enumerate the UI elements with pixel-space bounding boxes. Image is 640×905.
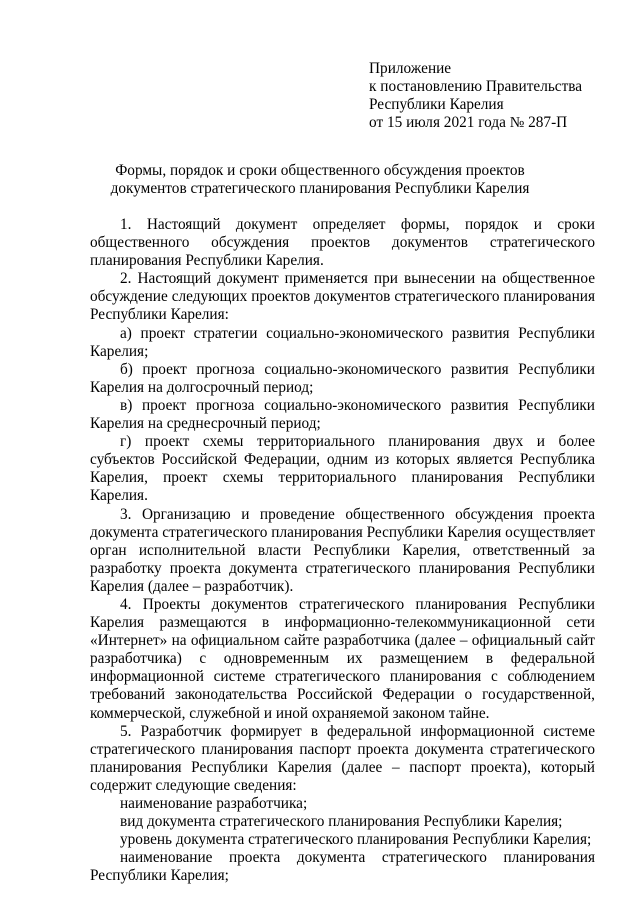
appendix-line: от 15 июля 2021 года № 287-П — [369, 114, 568, 131]
appendix-line: Республики Карелия — [369, 96, 504, 113]
appendix-line: Приложение — [369, 60, 452, 77]
paragraph: а) проект стратегии социально-экономического развития Республики Карелия; — [90, 324, 595, 360]
paragraph: б) проект прогноза социально-экономического развития Республики Карелия на долгосрочный период; — [90, 360, 595, 396]
paragraph: наименование проекта документа стратегического планирования Республики Карелия; — [90, 849, 595, 885]
paragraph: г) проект схемы территориального планирования двух и более субъектов Российской Федерации, одним из которых является Республика Карелия, проект схемы территориального планирования Республики Карелия. — [90, 433, 595, 505]
title-line: документов стратегического планирования Республики Карелия — [110, 180, 530, 197]
document-body — [90, 216, 595, 885]
paragraph: в) проект прогноза социально-экономического развития Республики Карелия на среднесрочный период; — [90, 396, 595, 433]
paragraph: вид документа стратегического планирования Республики Карелия; — [120, 813, 563, 831]
paragraph: 4. Проекты документов стратегического планирования Республики Карелия размещаются в информационно-телекоммуникационной сети «Интернет» на официальном сайте разработчика (далее – официальный сайт разработчика) с одновременным их размещением в федеральной информационной системе стратегического планирования с соблюдением требований законодательства Российской Федерации о государственной, коммерческой, служебной и иной охраняемой законом тайне. — [90, 595, 595, 722]
paragraph: наименование разработчика; — [120, 795, 308, 812]
paragraph: уровень документа стратегического планирования Республики Карелия; — [120, 831, 592, 849]
document-title — [70, 162, 570, 198]
paragraph: 2. Настоящий документ применяется при вынесении на общественное обсуждение следующих проектов документов стратегического планирования Республики Карелия: — [90, 270, 595, 324]
paragraph: 3. Организацию и проведение общественного обсуждения проекта документа стратегического планирования Республики Карелия осуществляет орган исполнительной власти Республики Карелия, ответственный за разработку проекта документа стратегического планирования Республики Карелия (далее – разработчик). — [90, 505, 595, 595]
paragraph: 1. Настоящий документ определяет формы, порядок и сроки общественного обсуждения проектов документов стратегического планирования Республики Карелия. — [90, 216, 595, 270]
appendix-block — [369, 60, 629, 132]
appendix-line: к постановлению Правительства — [369, 78, 583, 95]
title-line: Формы, порядок и сроки общественного обсуждения проектов — [115, 162, 525, 179]
paragraph: 5. Разработчик формирует в федеральной информационной системе стратегического планирования паспорт проекта документа стратегического планирования Республики Карелия (далее – паспорт проекта), который содержит следующие сведения: — [90, 722, 595, 794]
